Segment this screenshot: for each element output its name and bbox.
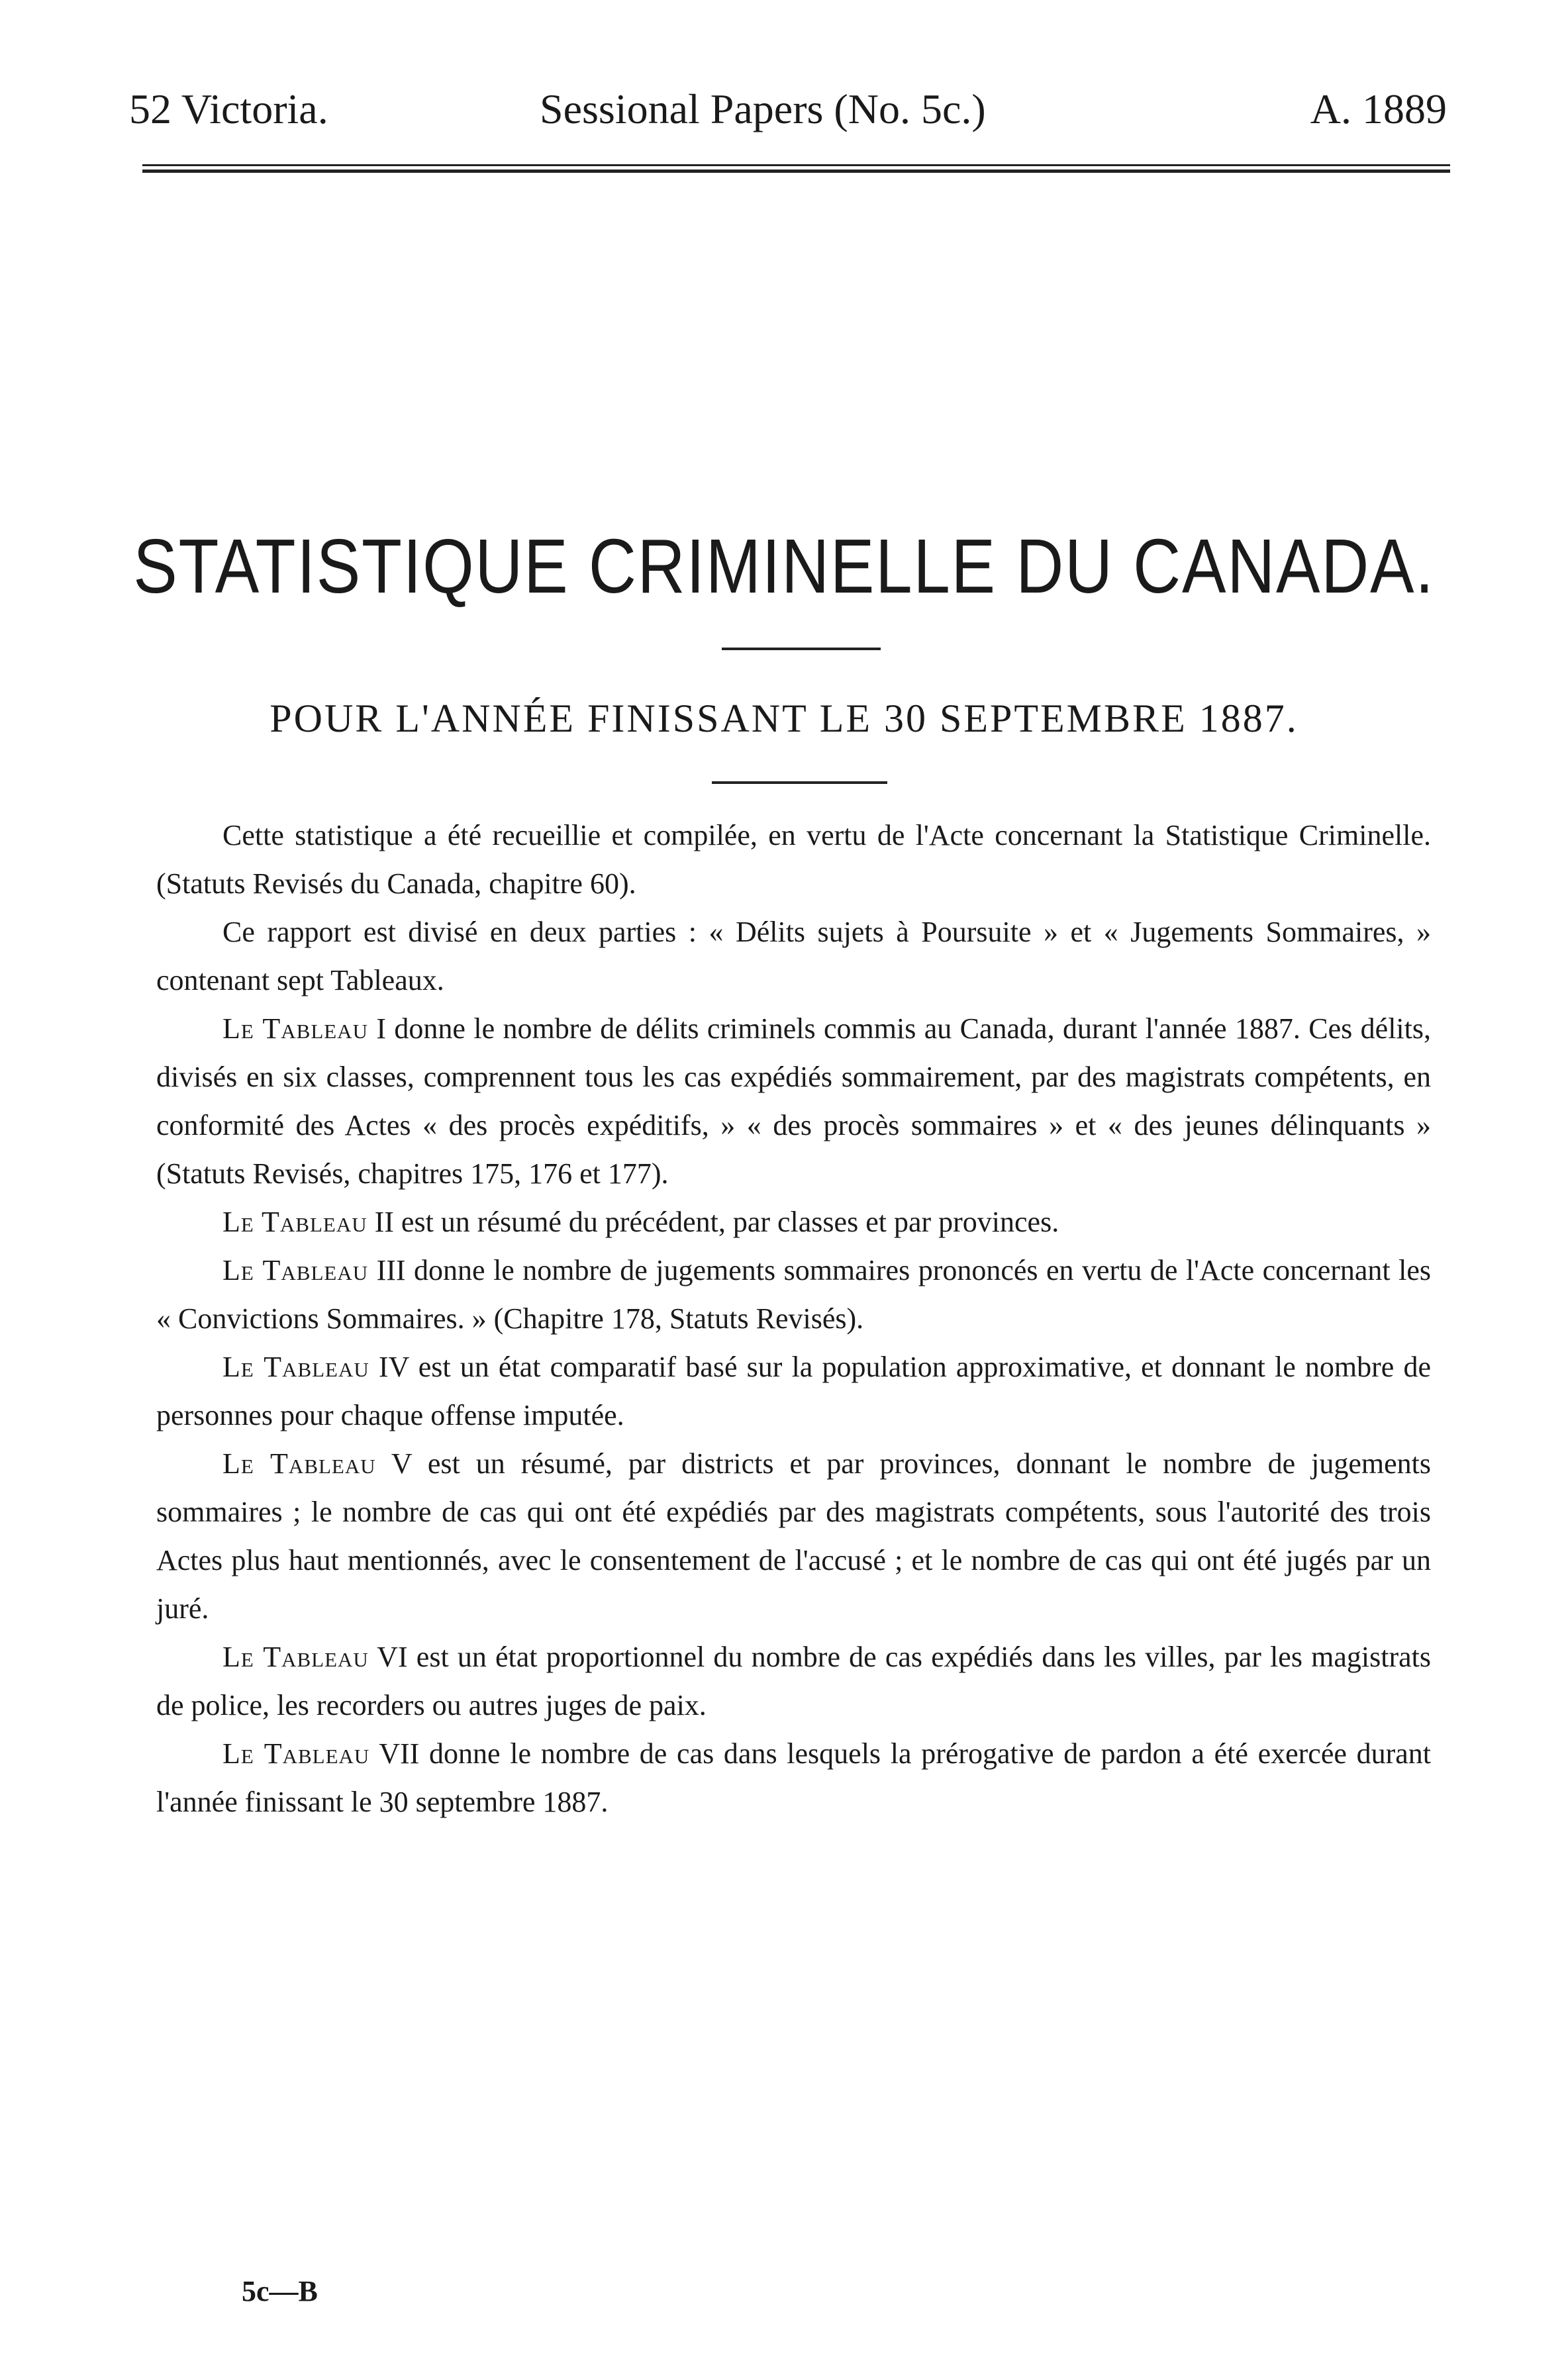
header-rule-thick — [142, 169, 1450, 173]
paragraph-tableau-3 — [156, 1246, 1431, 1343]
header-session: 52 Victoria. — [129, 85, 328, 132]
paragraph-lead: Le Tableau — [222, 1351, 369, 1383]
paragraph-text: II est un résumé du précédent, par classes et par provinces. — [367, 1206, 1059, 1238]
paragraph-text: Cette statistique a été recueillie et compilée, en vertu de l'Acte concernant la Statistique Criminelle. (Statuts Revisés du Canada, chapitre 60). — [156, 819, 1431, 900]
paragraph-tableau-7 — [156, 1729, 1431, 1826]
report-body — [156, 811, 1431, 1826]
document-title: STATISTIQUE CRIMINELLE DU CANADA. — [133, 523, 1435, 609]
paragraph-tableau-2 — [156, 1198, 1431, 1246]
paragraph-lead: Le Tableau — [222, 1206, 368, 1238]
paragraph-lead: Le Tableau — [222, 1447, 376, 1480]
paragraph-text: Ce rapport est divisé en deux parties : « Délits sujets à Poursuite » et « Jugements Sommaires, » contenant sept Tableaux. — [156, 916, 1431, 996]
paragraph-lead: Le Tableau — [222, 1012, 368, 1045]
paragraph-intro — [156, 811, 1431, 908]
running-header — [129, 79, 1447, 139]
paragraph-text: VII donne le nombre de cas dans lesquels la prérogative de pardon a été exercée durant l'année finissant le 30 septembre 1887. — [156, 1737, 1431, 1818]
paragraph-tableau-5 — [156, 1439, 1431, 1633]
subtitle-separator-rule — [712, 781, 887, 784]
header-rule-thin — [142, 164, 1450, 166]
header-year: A. 1889 — [1310, 85, 1447, 132]
signature-mark: 5c—B — [242, 2275, 318, 2307]
paragraph-tableau-1 — [156, 1004, 1431, 1198]
paragraph-division — [156, 908, 1431, 1004]
paragraph-lead: Le Tableau — [222, 1641, 369, 1673]
document-subtitle: POUR L'ANNÉE FINISSANT LE 30 SEPTEMBRE 1887. — [270, 697, 1298, 740]
paragraph-tableau-4 — [156, 1343, 1431, 1439]
paragraph-tableau-6 — [156, 1633, 1431, 1729]
paragraph-text: III donne le nombre de jugements sommaires prononcés en vertu de l'Acte concernant les « Convictions Sommaires. » (Chapitre 178, Statuts Revisés). — [156, 1254, 1432, 1335]
title-separator-rule — [722, 648, 881, 650]
paragraph-text: I donne le nombre de délits criminels commis au Canada, durant l'année 1887. Ces délits, divisés en six classes, comprennent tous les cas expédiés sommairement, par des magistrats compétents, en conformité des Actes « des procès expéditifs, » « des procès sommaires » et « des jeunes délinquants » (Statuts Revisés, chapitres 175, 176 et 177). — [156, 1012, 1431, 1190]
paragraph-text: IV est un état comparatif basé sur la population approximative, et donnant le nombre de personnes pour chaque offense imputée. — [156, 1351, 1431, 1431]
header-double-rule — [142, 164, 1450, 173]
paragraph-text: V est un résumé, par districts et par provinces, donnant le nombre de jugements sommaires ; le nombre de cas qui ont été expédiés par des magistrats compétents, sous l'autorité des trois Actes plus haut mentionnés, avec le consentement de l'accusé ; et le nombre de cas qui ont été jugés par un juré. — [156, 1447, 1431, 1625]
paragraph-text: VI est un état proportionnel du nombre de cas expédiés dans les villes, par les magistrats de police, les recorders ou autres juges de paix. — [156, 1641, 1431, 1721]
paragraph-lead: Le Tableau — [222, 1254, 369, 1286]
paragraph-lead: Le Tableau — [222, 1737, 370, 1770]
header-sessional-papers: Sessional Papers (No. 5c.) — [540, 85, 986, 132]
